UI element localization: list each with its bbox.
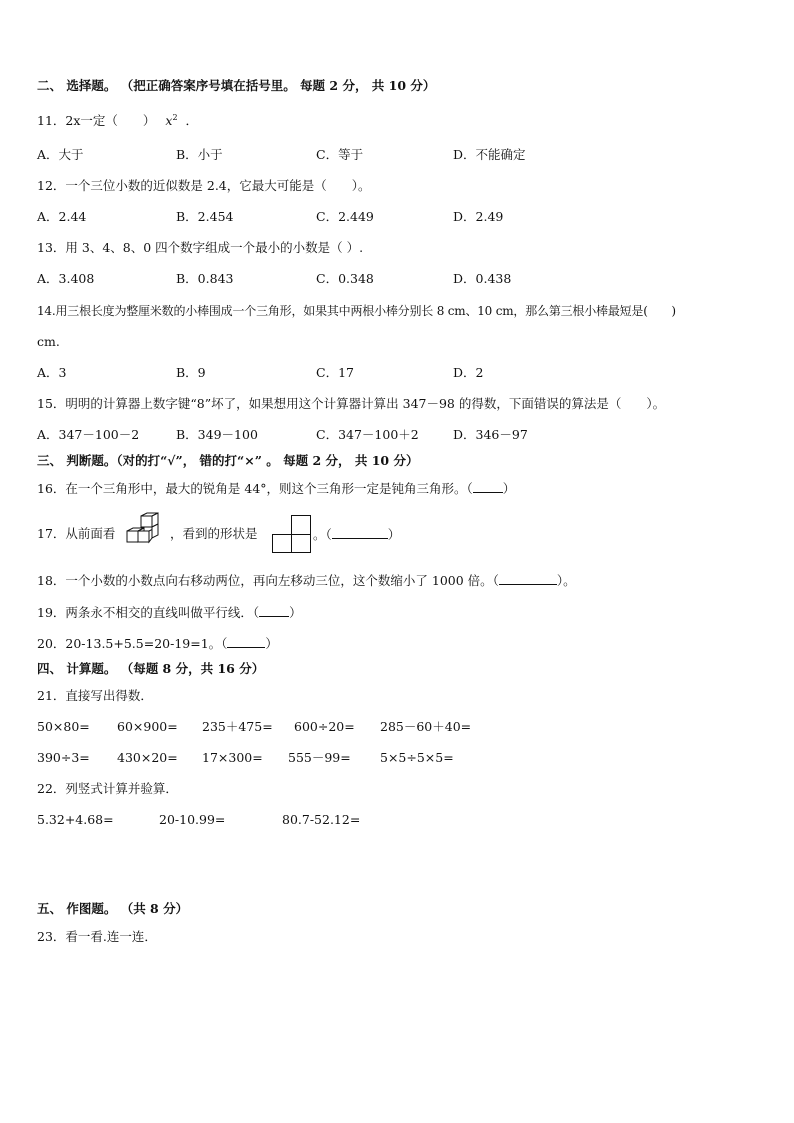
question-14: 14.用三根长度为整厘米数的小棒围成一个三角形，如果其中两根小棒分别长 8 cm、10 cm，那么第三根小棒最短是( ) — [37, 304, 676, 318]
section-4-heading: 四、 计算题。 （每题 8 分，共 16 分） — [37, 661, 265, 676]
q19-end: ） — [289, 605, 302, 620]
q21-row2-item5: 5×5÷5×5= — [380, 750, 454, 765]
question-17-text-b: ，看到的形状是 — [170, 526, 258, 541]
q22-item2: 20-10.99= — [159, 812, 226, 827]
question-19 — [37, 604, 302, 621]
question-13: 13．用 3、4、8、0 四个数字组成一个最小的小数是（ ）. — [37, 240, 364, 255]
q17-end: ） — [387, 527, 401, 542]
section-5-heading: 五、 作图题。 （共 8 分） — [37, 901, 189, 916]
q15-option-c: C．347－100＋2 — [316, 427, 419, 442]
q22-item3: 80.7-52.12= — [282, 812, 361, 827]
front-view-shape-icon — [271, 514, 313, 554]
q12-option-d: D．2.49 — [453, 209, 504, 224]
q12-option-a: A．2.44 — [37, 209, 87, 224]
section-3-heading: 三、 判断题。（对的打“√”， 错的打“×” 。 每题 2 分， 共 10 分） — [37, 453, 419, 468]
q13-option-a: A．3.408 — [37, 271, 95, 286]
q22-item1: 5.32+4.68= — [37, 812, 114, 827]
q11-option-d: D．不能确定 — [453, 147, 526, 162]
q11-option-a: A．大于 — [37, 147, 84, 162]
q19-answer-blank[interactable] — [259, 604, 289, 617]
question-11 — [37, 110, 198, 129]
question-15: 15．明明的计算器上数字键“8”坏了，如果想用这个计算器计算出 347－98 的得数，下面错误的算法是（ ）。 — [37, 396, 666, 411]
q12-option-b: B．2.454 — [176, 209, 234, 224]
q13-option-b: B．0.843 — [176, 271, 234, 286]
q14-option-b: B．9 — [176, 365, 206, 380]
section-2-heading: 二、 选择题。 （把正确答案序号填在括号里。 每题 2 分， 共 10 分） — [37, 78, 436, 93]
q18-answer-blank[interactable] — [499, 572, 557, 585]
q13-option-d: D．0.438 — [453, 271, 512, 286]
q20-stem: 20．20-13.5+5.5=20-19=1。（ — [37, 636, 228, 651]
q20-answer-blank[interactable] — [227, 635, 265, 648]
q15-option-b: B．349－100 — [176, 427, 258, 442]
q21-row2-item1: 390÷3= — [37, 750, 90, 765]
q16-answer-blank[interactable] — [473, 480, 503, 493]
question-21: 21．直接写出得数． — [37, 688, 153, 703]
q21-row2-item2: 430×20= — [117, 750, 178, 765]
question-17-text-a: 17．从前面看 — [37, 526, 116, 541]
q13-option-c: C．0.348 — [316, 271, 374, 286]
question-20 — [37, 635, 278, 652]
q21-row1-item3: 235＋475= — [202, 719, 273, 734]
q21-row1-item5: 285－60＋40= — [380, 719, 472, 734]
q14-option-d: D．2 — [453, 365, 484, 380]
cubes-3d-icon — [125, 512, 161, 552]
q20-end: ） — [265, 636, 278, 651]
q21-row2-item4: 555－99= — [288, 750, 351, 765]
q12-option-c: C．2.449 — [316, 209, 374, 224]
question-12: 12．一个三位小数的近似数是 2.4，它最大可能是（ ）。 — [37, 178, 371, 193]
q15-option-a: A．347－100－2 — [37, 427, 140, 442]
q18-end: ）。 — [556, 573, 576, 588]
q21-row1-item1: 50×80= — [37, 719, 90, 734]
q17-paren: 。（ — [313, 527, 332, 542]
question-18 — [37, 572, 576, 589]
q21-row2-item3: 17×300= — [202, 750, 263, 765]
q17-answer-blank[interactable] — [332, 526, 388, 539]
q14-option-a: A．3 — [37, 365, 67, 380]
question-16 — [37, 480, 515, 497]
q21-row1-item4: 600÷20= — [294, 719, 355, 734]
q11-option-c: C．等于 — [316, 147, 364, 162]
q15-option-d: D．346－97 — [453, 427, 528, 442]
q19-stem: 19．两条永不相交的直线叫做平行线．（ — [37, 605, 260, 620]
q14-option-c: C．17 — [316, 365, 354, 380]
q11-dot: ． — [185, 113, 199, 129]
question-14-unit: cm. — [37, 334, 60, 349]
question-23: 23．看一看.连一连． — [37, 929, 157, 944]
question-17-blank-line — [313, 526, 400, 543]
q16-end: ） — [502, 481, 516, 496]
q11-option-b: B．小于 — [176, 147, 223, 162]
question-22: 22．列竖式计算并验算． — [37, 781, 178, 796]
q16-stem: 16．在一个三角形中，最大的锐角是 44°，则这个三角形一定是钝角三角形。（ — [37, 481, 473, 496]
q11-sup: 2 — [172, 113, 178, 122]
q21-row1-item2: 60×900= — [117, 719, 178, 734]
q11-x: x — [165, 113, 173, 129]
q11-stem: 11．2x一定（ ） — [37, 113, 156, 129]
q18-stem: 18．一个小数的小数点向右移动两位，再向左移动三位，这个数缩小了 1000 倍。（ — [37, 573, 499, 588]
